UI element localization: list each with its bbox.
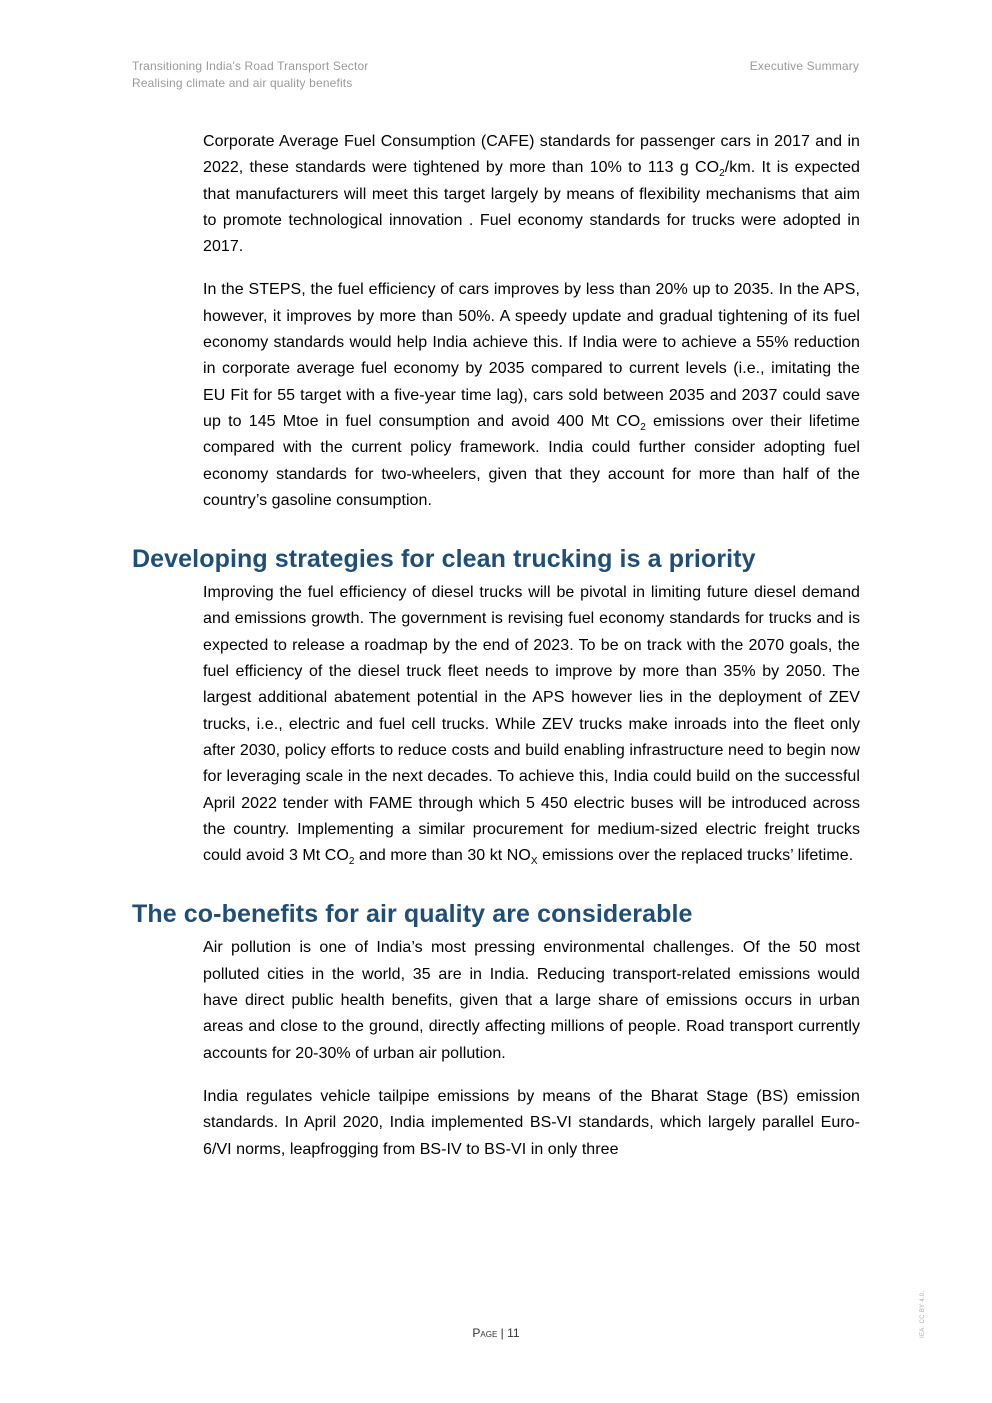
section-label: Executive Summary xyxy=(749,59,859,73)
paragraph-air-pollution: Air pollution is one of India’s most pressing environmental challenges. Of the 50 most polluted cities in the world, 35 are in India. Reducing transport-related emissions would have direct public health benefits, given that a large share of emissions occurs in urban areas and close to the ground, directly affecting millions of people. Road transport currently accounts for 20-30% of urban air pollution. xyxy=(203,939,860,1062)
report-title: Transitioning India's Road Transport Sector xyxy=(132,59,369,73)
heading-clean-trucking: Developing strategies for clean trucking is a priority xyxy=(132,545,756,574)
paragraph-cafe: Corporate Average Fuel Consumption (CAFE) standards for passenger cars in 2017 and in 2022, these standards were tightened by more than 10% to 113 g $CO_2/km$. It is expected that manufacturers will meet this target largely by means of flexibility mechanisms that aim to promote technological innovation . Fuel economy standards for trucks were adopted in 2017. xyxy=(203,133,860,256)
page-body xyxy=(132,129,860,1180)
page-label: Page xyxy=(472,1326,498,1340)
page-separator: | xyxy=(500,1326,504,1340)
paragraph-steps-aps: In the STEPS, the fuel efficiency of cars improves by less than 20% up to 2035. In the APS, however, it improves by more than 50%. A speedy update and gradual tightening of its fuel economy standards would help India achieve this. If India were to achieve a 55% reduction in corporate average fuel economy by 2035 compared to current levels (i.e., imitating the EU Fit for 55 target with a five-year time lag), cars sold between 2035 and 2037 could save up to 145 Mtoe in fuel consumption and avoid 400 Mt $CO_2$ emissions over their lifetime compared with the current policy framework. India could further consider adopting fuel economy standards for two-wheelers, given that they account for more than half of the country’s gasoline consumption. xyxy=(203,281,861,509)
license-mark: IEA. CC BY 4.0. xyxy=(920,1290,926,1338)
paragraph-trucking: Improving the fuel efficiency of diesel trucks will be pivotal in limiting future diesel demand and emissions growth. The government is revising fuel economy standards for trucks and is expected to release a roadmap by the end of 2023. To be on track with the 2070 goals, the fuel efficiency of the diesel truck fleet needs to improve by more than 35% by 2050. The largest additional abatement potential in the APS however lies in the deployment of ZEV trucks, i.e., electric and fuel cell trucks. While ZEV trucks make inroads into the fleet only after 2030, policy efforts to reduce costs and build enabling infrastructure need to begin now for leveraging scale in the next decades. To achieve this, India could build on the successful April 2022 tender with FAME through which 5 450 electric buses will be introduced across the country. Implementing a similar procurement for medium-sized electric freight trucks could avoid 3 Mt $CO_2$ and more than 30 kt $NO_X$ emissions over the replaced trucks’ lifetime. xyxy=(203,584,860,868)
running-header xyxy=(132,58,368,92)
paragraph-bharat-stage: India regulates vehicle tailpipe emissions by means of the Bharat Stage (BS) emission standards. In April 2020, India implemented BS-VI standards, which largely parallel Euro-6/VI norms, leapfrogging from BS-IV to BS-VI in only three xyxy=(203,1087,860,1158)
page-footer xyxy=(0,1326,992,1340)
page-number: 11 xyxy=(507,1326,520,1340)
report-subtitle: Realising climate and air quality benefits xyxy=(132,76,353,90)
heading-air-quality: The co-benefits for air quality are considerable xyxy=(132,900,693,929)
